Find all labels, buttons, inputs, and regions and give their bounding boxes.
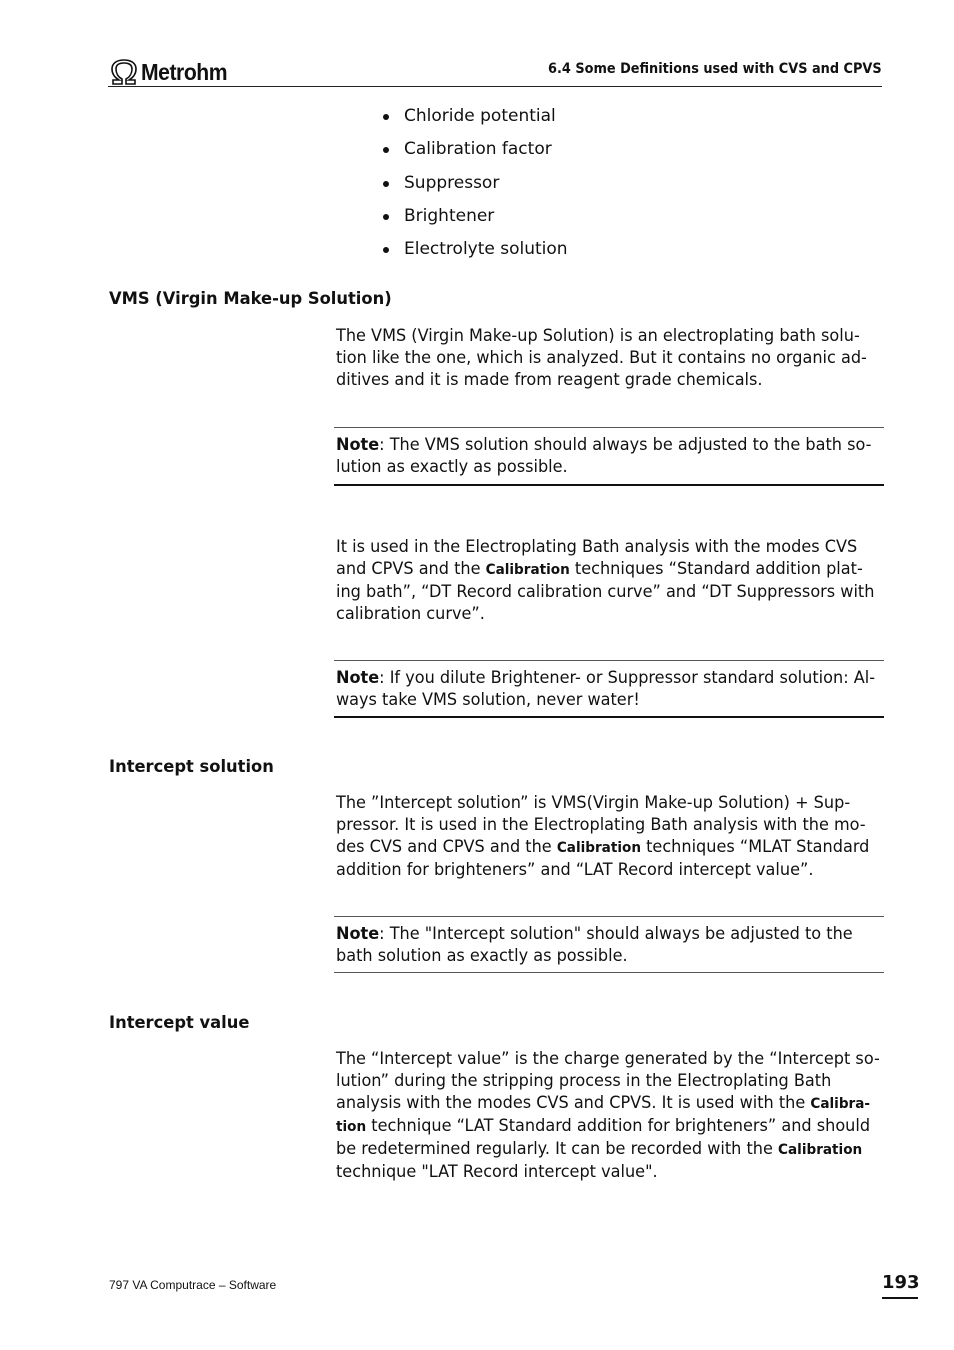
paragraph-line: The ”Intercept solution” is VMS(Virgin Make-up Solution) + Sup- bbox=[336, 793, 851, 812]
note-label: Note bbox=[336, 668, 380, 687]
running-header-title: 6.4 Some Definitions used with CVS and CPVS bbox=[548, 61, 882, 77]
paragraph-text: techniques “MLAT Standard bbox=[641, 837, 870, 856]
omega-logo-icon bbox=[109, 58, 139, 86]
note-bottom-rule bbox=[334, 972, 884, 973]
paragraph-line: calibration curve”. bbox=[336, 604, 485, 623]
page-number: 193 bbox=[882, 1272, 920, 1293]
vms-note-1 bbox=[336, 434, 872, 478]
paragraph-text: and CPVS and the bbox=[336, 559, 486, 578]
list-item: Brightener bbox=[382, 205, 568, 238]
calibration-keyword: tion bbox=[336, 1119, 367, 1135]
paragraph-line: The VMS (Virgin Make-up Solution) is an electroplating bath solu- bbox=[336, 326, 860, 345]
page-number-rule bbox=[882, 1297, 918, 1299]
paragraph-line: ditives and it is made from reagent grade chemicals. bbox=[336, 370, 763, 389]
note-label: Note bbox=[336, 435, 380, 454]
paragraph-line: pressor. It is used in the Electroplating Bath analysis with the mo- bbox=[336, 815, 866, 834]
section-title-intercept-solution: Intercept solution bbox=[109, 757, 274, 777]
note-top-rule bbox=[334, 916, 884, 917]
metrohm-logo bbox=[109, 58, 235, 86]
note-bottom-rule bbox=[334, 484, 884, 486]
paragraph-line: addition for brighteners” and “LAT Record intercept value”. bbox=[336, 860, 814, 879]
list-item: Suppressor bbox=[382, 172, 568, 205]
paragraph-text: techniques “Standard addition plat- bbox=[569, 559, 863, 578]
paragraph-line: The “Intercept value” is the charge generated by the “Intercept so- bbox=[336, 1049, 880, 1068]
vms-description bbox=[336, 325, 865, 391]
list-item: Electrolyte solution bbox=[382, 238, 568, 271]
logo-wordmark: Metrohm bbox=[141, 58, 228, 85]
paragraph-text: analysis with the modes CVS and CPVS. It is used with the bbox=[336, 1093, 811, 1112]
intercept-solution-paragraph bbox=[336, 792, 870, 881]
vms-usage-paragraph bbox=[336, 536, 875, 625]
intercept-solution-note bbox=[336, 923, 865, 967]
bullet-list bbox=[382, 105, 568, 271]
note-text: : If you dilute Brightener- or Suppressor standard solution: Al- bbox=[379, 668, 876, 687]
list-item: Chloride potential bbox=[382, 105, 568, 138]
note-top-rule bbox=[334, 427, 884, 428]
calibration-keyword: Calibra- bbox=[810, 1096, 871, 1112]
note-bottom-rule bbox=[334, 716, 884, 718]
paragraph-line: It is used in the Electroplating Bath analysis with the modes CVS bbox=[336, 537, 858, 556]
note-text: : The "Intercept solution" should always be adjusted to the bbox=[379, 924, 853, 943]
note-text: lution as exactly as possible. bbox=[336, 457, 568, 476]
paragraph-line: tion like the one, which is analyzed. But it contains no organic ad- bbox=[336, 348, 867, 367]
intercept-value-paragraph bbox=[336, 1048, 880, 1183]
paragraph-line: lution” during the stripping process in the Electroplating Bath bbox=[336, 1071, 832, 1090]
vms-note-2 bbox=[336, 667, 876, 711]
header-rule bbox=[108, 86, 882, 87]
calibration-keyword: Calibration bbox=[485, 562, 570, 578]
paragraph-text: be redetermined regularly. It can be recorded with the bbox=[336, 1139, 779, 1158]
note-label: Note bbox=[336, 924, 380, 943]
calibration-keyword: Calibration bbox=[556, 840, 642, 856]
note-text: ways take VMS solution, never water! bbox=[336, 690, 640, 709]
paragraph-line: ing bath”, “DT Record calibration curve” and “DT Suppressors with bbox=[336, 582, 875, 601]
calibration-keyword: Calibration bbox=[778, 1142, 863, 1158]
section-title-intercept-value: Intercept value bbox=[109, 1013, 250, 1033]
list-item: Calibration factor bbox=[382, 138, 568, 171]
paragraph-text: technique “LAT Standard addition for brighteners” and should bbox=[366, 1116, 871, 1135]
section-title-vms: VMS (Virgin Make-up Solution) bbox=[109, 289, 392, 309]
note-top-rule bbox=[334, 660, 884, 661]
paragraph-line: technique "LAT Record intercept value". bbox=[336, 1162, 658, 1181]
note-text: : The VMS solution should always be adjusted to the bath so- bbox=[379, 435, 872, 454]
footer-product-name: 797 VA Computrace – Software bbox=[109, 1278, 277, 1292]
paragraph-text: des CVS and CPVS and the bbox=[336, 837, 557, 856]
note-text: bath solution as exactly as possible. bbox=[336, 946, 628, 965]
